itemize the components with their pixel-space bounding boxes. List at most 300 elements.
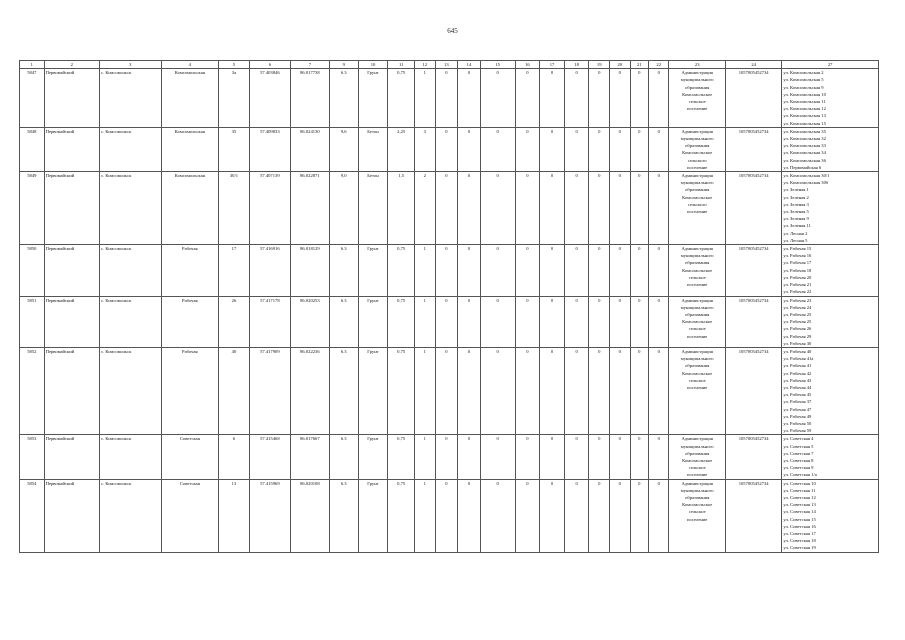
owner-line: поселение bbox=[687, 333, 708, 339]
count-cell-c13: 0 bbox=[435, 296, 458, 347]
count-cell-c14: 0 bbox=[458, 479, 481, 552]
count-cell-c17: 0 bbox=[540, 435, 565, 479]
count-cell-c14: 0 bbox=[458, 347, 481, 434]
latitude-cell: 57.409833 bbox=[249, 127, 290, 171]
column-header: 17 bbox=[540, 61, 565, 69]
area-cell: 6.3 bbox=[329, 69, 358, 128]
count-cell-c13: 0 bbox=[435, 69, 458, 128]
owner-line: образования bbox=[685, 450, 710, 456]
count-cell-c20: 0 bbox=[609, 127, 630, 171]
surface-cell: Бетон bbox=[358, 172, 388, 245]
served-address: ул. Рабочая 59 bbox=[783, 428, 812, 434]
served-addresses-cell bbox=[782, 435, 879, 479]
volume-cell: 0,75 bbox=[388, 347, 415, 434]
column-header: 1 bbox=[20, 61, 45, 69]
count-cell-c14: 0 bbox=[458, 245, 481, 296]
owner-cell bbox=[669, 347, 725, 434]
container-count-cell: 1 bbox=[415, 435, 436, 479]
owner-line: муниципального bbox=[680, 136, 714, 142]
served-address: ул. Рабочая 16 bbox=[783, 253, 812, 259]
served-address: ул. Комсомольская 9 bbox=[783, 84, 824, 90]
surface-cell: Грунт bbox=[358, 435, 388, 479]
volume-cell: 0,75 bbox=[388, 245, 415, 296]
owner-line: образования bbox=[685, 363, 710, 369]
served-addresses-cell bbox=[782, 479, 879, 552]
served-address: ул. Советская 4 bbox=[783, 436, 814, 442]
owner-line: сельское bbox=[688, 509, 706, 515]
count-cell-c13: 0 bbox=[435, 479, 458, 552]
count-cell-c22: 0 bbox=[648, 435, 669, 479]
house-number-cell: 40 bbox=[219, 347, 250, 434]
owner-line: сельское bbox=[688, 377, 706, 383]
count-cell-c18: 0 bbox=[564, 347, 589, 434]
count-cell-c14: 0 bbox=[458, 296, 481, 347]
owner-line: Комсомольское bbox=[682, 91, 713, 97]
count-cell-c20: 0 bbox=[609, 479, 630, 552]
area-cell: 9,0 bbox=[329, 172, 358, 245]
served-address: ул. Комсомольская 35 bbox=[783, 128, 826, 134]
count-cell-c16: 0 bbox=[515, 245, 540, 296]
settlement-cell: с. Комсомольск bbox=[100, 435, 162, 479]
served-address: ул. Советская 11 bbox=[783, 487, 816, 493]
count-cell-c20: 0 bbox=[609, 347, 630, 434]
count-cell-c21: 0 bbox=[630, 479, 648, 552]
column-header: 24 bbox=[725, 61, 781, 69]
served-address: ул. Рабочая 24 bbox=[783, 304, 812, 310]
count-cell-c15: 0 bbox=[480, 69, 515, 128]
count-cell-c16: 0 bbox=[515, 347, 540, 434]
latitude-cell: 57.416916 bbox=[249, 245, 290, 296]
served-address: ул. Советская 16 bbox=[783, 523, 816, 529]
served-address: ул. Комсомольская 5 bbox=[783, 77, 824, 83]
served-address: ул. Рабочая 45 bbox=[783, 392, 812, 398]
count-cell-c17: 0 bbox=[540, 127, 565, 171]
owner-cell bbox=[669, 69, 725, 128]
count-cell-c18: 0 bbox=[564, 245, 589, 296]
column-header: 13 bbox=[435, 61, 458, 69]
owner-line: Комсомольское bbox=[682, 150, 713, 156]
volume-cell: 2,25 bbox=[388, 127, 415, 171]
column-header: 7 bbox=[290, 61, 329, 69]
volume-cell: 1,5 bbox=[388, 172, 415, 245]
served-address: ул. Зеленая 11 bbox=[783, 223, 811, 229]
count-cell-c13: 0 bbox=[435, 172, 458, 245]
served-address: ул. Комсомольская 13 bbox=[783, 113, 826, 119]
served-address: ул. Лесная 5 bbox=[783, 237, 808, 243]
house-number-cell: 13 bbox=[219, 479, 250, 552]
count-cell-c13: 0 bbox=[435, 347, 458, 434]
longitude-cell: 86.018129 bbox=[290, 245, 329, 296]
column-header: 27 bbox=[782, 61, 879, 69]
district-cell: Первомайский bbox=[44, 69, 99, 128]
house-number-cell: 30/1 bbox=[219, 172, 250, 245]
served-address: ул. Комсомольская 36 bbox=[783, 157, 826, 163]
owner-line: сельское bbox=[688, 99, 706, 105]
owner-line: Администрация bbox=[681, 348, 713, 354]
served-address: ул. Рабочая 20 bbox=[783, 274, 812, 280]
container-count-cell: 3 bbox=[415, 127, 436, 171]
owner-line: Администрация bbox=[681, 128, 713, 134]
served-address: ул. Рабочая 25 bbox=[783, 319, 812, 325]
longitude-cell: 86.017667 bbox=[290, 435, 329, 479]
table-row bbox=[20, 479, 879, 552]
served-address: ул. Комсомольская 2 bbox=[783, 70, 824, 76]
served-address: ул. Рабочая 49 bbox=[783, 413, 812, 419]
column-header: 20 bbox=[609, 61, 630, 69]
district-cell: Первомайский bbox=[44, 245, 99, 296]
surface-cell: Грунт bbox=[358, 347, 388, 434]
owner-line: образования bbox=[685, 84, 710, 90]
served-address: ул. Рабочая 29 bbox=[783, 333, 812, 339]
served-address: ул. Рабочая 22 bbox=[783, 289, 812, 295]
served-address: ул. Комсомольская 12 bbox=[783, 106, 826, 112]
surface-cell: Грунт bbox=[358, 69, 388, 128]
record-number-cell: 5852 bbox=[20, 347, 45, 434]
owner-line: Комсомольское bbox=[682, 194, 713, 200]
served-address: ул. Зеленая 3 bbox=[783, 201, 809, 207]
served-address: ул. Рабочая 21 bbox=[783, 282, 812, 288]
owner-line: поселение bbox=[687, 282, 708, 288]
owner-line: поселение bbox=[687, 472, 708, 478]
latitude-cell: 57.403846 bbox=[249, 69, 290, 128]
count-cell-c13: 0 bbox=[435, 127, 458, 171]
served-address: ул. Первомайская 6 bbox=[783, 164, 822, 170]
volume-cell: 0,75 bbox=[388, 296, 415, 347]
served-address: ул. Рабочая 25 bbox=[783, 311, 812, 317]
served-address: ул. Рабочая 40 bbox=[783, 348, 812, 354]
house-number-cell: 26 bbox=[219, 296, 250, 347]
served-address: ул. Комсомольская 33 bbox=[783, 143, 826, 149]
served-addresses-cell bbox=[782, 347, 879, 434]
area-cell: 9,6 bbox=[329, 127, 358, 171]
served-addresses-cell bbox=[782, 69, 879, 128]
district-cell: Первомайский bbox=[44, 347, 99, 434]
count-cell-c21: 0 bbox=[630, 245, 648, 296]
column-header: 3 bbox=[100, 61, 162, 69]
count-cell-c13: 0 bbox=[435, 245, 458, 296]
owner-line: Комсомольское bbox=[682, 267, 713, 273]
owner-line: Комсомольское bbox=[682, 319, 713, 325]
count-cell-c17: 0 bbox=[540, 296, 565, 347]
house-number-cell: 17 bbox=[219, 245, 250, 296]
longitude-cell: 86.022236 bbox=[290, 347, 329, 434]
served-address: ул. Рабочая 18 bbox=[783, 267, 812, 273]
container-count-cell: 1 bbox=[415, 479, 436, 552]
count-cell-c19: 0 bbox=[589, 347, 610, 434]
district-cell: Первомайский bbox=[44, 296, 99, 347]
street-cell: Советская bbox=[161, 479, 218, 552]
ogrn-cell: 1057005452734 bbox=[725, 127, 781, 171]
count-cell-c14: 0 bbox=[458, 435, 481, 479]
owner-cell bbox=[669, 296, 725, 347]
owner-line: сельского bbox=[687, 201, 707, 207]
count-cell-c15: 0 bbox=[480, 296, 515, 347]
column-header: 6 bbox=[249, 61, 290, 69]
count-cell-c21: 0 bbox=[630, 347, 648, 434]
record-number-cell: 5850 bbox=[20, 245, 45, 296]
count-cell-c20: 0 bbox=[609, 435, 630, 479]
ogrn-cell: 1057005452734 bbox=[725, 245, 781, 296]
count-cell-c17: 0 bbox=[540, 245, 565, 296]
served-addresses-cell bbox=[782, 245, 879, 296]
owner-line: Администрация bbox=[681, 480, 713, 486]
registry-table bbox=[19, 60, 879, 553]
count-cell-c15: 0 bbox=[480, 127, 515, 171]
owner-line: Администрация bbox=[681, 70, 713, 76]
ogrn-cell: 1057005452734 bbox=[725, 296, 781, 347]
house-number-cell: 3а bbox=[219, 69, 250, 128]
settlement-cell: с. Комсомольск bbox=[100, 69, 162, 128]
area-cell: 6.3 bbox=[329, 245, 358, 296]
count-cell-c22: 0 bbox=[648, 69, 669, 128]
served-address: ул. Рабочая 30 bbox=[783, 340, 812, 346]
table-row bbox=[20, 245, 879, 296]
table-row bbox=[20, 69, 879, 128]
served-address: ул. Рабочая 41 bbox=[783, 363, 812, 369]
surface-cell: Грунт bbox=[358, 245, 388, 296]
count-cell-c22: 0 bbox=[648, 172, 669, 245]
owner-line: муниципального bbox=[680, 304, 714, 310]
street-cell: Комсомольская bbox=[161, 69, 218, 128]
owner-line: сельского bbox=[687, 157, 707, 163]
served-addresses-cell bbox=[782, 172, 879, 245]
owner-line: муниципального bbox=[680, 487, 714, 493]
count-cell-c21: 0 bbox=[630, 127, 648, 171]
served-address: ул. Советская 5 bbox=[783, 443, 814, 449]
served-address: ул. Советская 18 bbox=[783, 538, 816, 544]
served-address: ул. Рабочая 43 bbox=[783, 377, 812, 383]
longitude-cell: 86.017738 bbox=[290, 69, 329, 128]
owner-cell bbox=[669, 479, 725, 552]
longitude-cell: 86.024130 bbox=[290, 127, 329, 171]
column-header: 18 bbox=[564, 61, 589, 69]
surface-cell: Бетон bbox=[358, 127, 388, 171]
count-cell-c16: 0 bbox=[515, 435, 540, 479]
latitude-cell: 57.415969 bbox=[249, 479, 290, 552]
count-cell-c17: 0 bbox=[540, 172, 565, 245]
count-cell-c18: 0 bbox=[564, 172, 589, 245]
area-cell: 6.3 bbox=[329, 435, 358, 479]
count-cell-c21: 0 bbox=[630, 435, 648, 479]
settlement-cell: с. Комсомольск bbox=[100, 296, 162, 347]
ogrn-cell: 1057005452734 bbox=[725, 347, 781, 434]
count-cell-c22: 0 bbox=[648, 479, 669, 552]
count-cell-c19: 0 bbox=[589, 69, 610, 128]
latitude-cell: 57.417178 bbox=[249, 296, 290, 347]
column-header: 11 bbox=[388, 61, 415, 69]
served-address: ул. Комсомольская 11 bbox=[783, 99, 826, 105]
container-count-cell: 1 bbox=[415, 245, 436, 296]
served-address: ул. Комсомольская 32 bbox=[783, 136, 826, 142]
count-cell-c14: 0 bbox=[458, 69, 481, 128]
house-number-cell: 6 bbox=[219, 435, 250, 479]
count-cell-c15: 0 bbox=[480, 347, 515, 434]
longitude-cell: 86.020108 bbox=[290, 479, 329, 552]
served-address: ул. Советская 13 bbox=[783, 502, 816, 508]
column-header: 10 bbox=[358, 61, 388, 69]
page-number: 645 bbox=[447, 27, 458, 35]
table-row bbox=[20, 435, 879, 479]
count-cell-c21: 0 bbox=[630, 172, 648, 245]
count-cell-c20: 0 bbox=[609, 245, 630, 296]
record-number-cell: 5848 bbox=[20, 127, 45, 171]
container-count-cell: 1 bbox=[415, 296, 436, 347]
served-address: ул. Зеленая 2 bbox=[783, 194, 809, 200]
served-address: ул. Рабочая 50 bbox=[783, 420, 812, 426]
owner-line: Администрация bbox=[681, 436, 713, 442]
column-header: 19 bbox=[589, 61, 610, 69]
district-cell: Первомайский bbox=[44, 479, 99, 552]
owner-line: муниципального bbox=[680, 443, 714, 449]
count-cell-c15: 0 bbox=[480, 435, 515, 479]
owner-cell bbox=[669, 245, 725, 296]
count-cell-c19: 0 bbox=[589, 479, 610, 552]
district-cell: Первомайский bbox=[44, 127, 99, 171]
column-header: 12 bbox=[415, 61, 436, 69]
longitude-cell: 86.022871 bbox=[290, 172, 329, 245]
count-cell-c22: 0 bbox=[648, 296, 669, 347]
count-cell-c18: 0 bbox=[564, 296, 589, 347]
owner-line: поселение bbox=[687, 516, 708, 522]
served-address: ул. Комсомольская 30б bbox=[783, 180, 829, 186]
served-address: ул. Рабочая 15 bbox=[783, 246, 812, 252]
area-cell: 6.3 bbox=[329, 479, 358, 552]
owner-cell bbox=[669, 172, 725, 245]
area-cell: 6.3 bbox=[329, 347, 358, 434]
count-cell-c16: 0 bbox=[515, 296, 540, 347]
ogrn-cell: 1057005452734 bbox=[725, 69, 781, 128]
table-row bbox=[20, 347, 879, 434]
street-cell: Советская bbox=[161, 435, 218, 479]
served-address: ул. Советская 17 bbox=[783, 531, 816, 536]
count-cell-c21: 0 bbox=[630, 69, 648, 128]
served-address: ул. Советская 1/а bbox=[783, 472, 817, 478]
served-address: ул. Советская 10 bbox=[783, 480, 816, 486]
owner-line: образования bbox=[685, 494, 710, 500]
street-cell: Рабочая bbox=[161, 245, 218, 296]
owner-line: Комсомольское bbox=[682, 502, 713, 508]
count-cell-c20: 0 bbox=[609, 296, 630, 347]
served-address: ул. Комсомольская 30/1 bbox=[783, 173, 830, 179]
owner-cell bbox=[669, 127, 725, 171]
served-address: ул. Комсомольская 10 bbox=[783, 91, 826, 97]
settlement-cell: с. Комсомольск bbox=[100, 172, 162, 245]
owner-line: сельское bbox=[688, 465, 706, 471]
count-cell-c15: 0 bbox=[480, 245, 515, 296]
longitude-cell: 86.020253 bbox=[290, 296, 329, 347]
count-cell-c14: 0 bbox=[458, 172, 481, 245]
served-address: ул. Советская 8 bbox=[783, 457, 814, 463]
count-cell-c22: 0 bbox=[648, 245, 669, 296]
count-cell-c15: 0 bbox=[480, 479, 515, 552]
owner-line: поселение bbox=[687, 164, 708, 170]
latitude-cell: 57.417909 bbox=[249, 347, 290, 434]
column-header: 21 bbox=[630, 61, 648, 69]
count-cell-c19: 0 bbox=[589, 127, 610, 171]
count-cell-c21: 0 bbox=[630, 296, 648, 347]
street-cell: Рабочая bbox=[161, 296, 218, 347]
record-number-cell: 5853 bbox=[20, 435, 45, 479]
column-header: 14 bbox=[458, 61, 481, 69]
count-cell-c17: 0 bbox=[540, 479, 565, 552]
owner-line: муниципального bbox=[680, 180, 714, 186]
served-addresses-cell bbox=[782, 296, 879, 347]
count-cell-c22: 0 bbox=[648, 127, 669, 171]
count-cell-c19: 0 bbox=[589, 435, 610, 479]
owner-line: муниципального bbox=[680, 356, 714, 362]
served-address: ул. Зеленая 1 bbox=[783, 187, 809, 193]
served-address: ул. Советская 7 bbox=[783, 450, 814, 456]
area-cell: 6.3 bbox=[329, 296, 358, 347]
container-count-cell: 1 bbox=[415, 347, 436, 434]
street-cell: Рабочая bbox=[161, 347, 218, 434]
table-row bbox=[20, 172, 879, 245]
count-cell-c20: 0 bbox=[609, 69, 630, 128]
count-cell-c19: 0 bbox=[589, 296, 610, 347]
column-header: 16 bbox=[515, 61, 540, 69]
served-addresses-cell bbox=[782, 127, 879, 171]
district-cell: Первомайский bbox=[44, 435, 99, 479]
count-cell-c17: 0 bbox=[540, 347, 565, 434]
owner-line: Комсомольское bbox=[682, 370, 713, 376]
volume-cell: 0,75 bbox=[388, 479, 415, 552]
latitude-cell: 57.415468 bbox=[249, 435, 290, 479]
served-address: ул. Рабочая 44 bbox=[783, 384, 812, 390]
table-row bbox=[20, 296, 879, 347]
owner-line: Комсомольское bbox=[682, 457, 713, 463]
table-row bbox=[20, 127, 879, 171]
count-cell-c19: 0 bbox=[589, 172, 610, 245]
served-address: ул. Рабочая 17 bbox=[783, 260, 812, 266]
owner-line: образования bbox=[685, 143, 710, 149]
owner-line: Администрация bbox=[681, 246, 713, 252]
surface-cell: Грунт bbox=[358, 296, 388, 347]
latitude-cell: 57.407139 bbox=[249, 172, 290, 245]
served-address: ул. Советская 14 bbox=[783, 509, 816, 515]
owner-line: образования bbox=[685, 187, 710, 193]
surface-cell: Грунт bbox=[358, 479, 388, 552]
owner-line: поселение bbox=[687, 209, 708, 215]
ogrn-cell: 1057005452734 bbox=[725, 172, 781, 245]
owner-line: сельское bbox=[688, 274, 706, 280]
count-cell-c17: 0 bbox=[540, 69, 565, 128]
owner-line: Администрация bbox=[681, 173, 713, 179]
settlement-cell: с. Комсомольск bbox=[100, 245, 162, 296]
column-header: 2 bbox=[44, 61, 99, 69]
count-cell-c16: 0 bbox=[515, 127, 540, 171]
ogrn-cell: 1057005452734 bbox=[725, 435, 781, 479]
street-cell: Комсомольская bbox=[161, 172, 218, 245]
container-count-cell: 2 bbox=[415, 172, 436, 245]
settlement-cell: с. Комсомольск bbox=[100, 479, 162, 552]
served-address: ул. Рабочая 42 bbox=[783, 370, 812, 376]
served-address: ул. Лесная 2 bbox=[783, 230, 808, 236]
count-cell-c13: 0 bbox=[435, 435, 458, 479]
served-address: ул. Рабочая 23 bbox=[783, 297, 812, 303]
district-cell: Первомайский bbox=[44, 172, 99, 245]
served-address: ул. Рабочая 37 bbox=[783, 399, 812, 405]
count-cell-c22: 0 bbox=[648, 347, 669, 434]
column-header: 22 bbox=[648, 61, 669, 69]
owner-line: муниципального bbox=[680, 253, 714, 259]
count-cell-c16: 0 bbox=[515, 172, 540, 245]
served-address: ул. Комсомольская 34 bbox=[783, 150, 826, 156]
count-cell-c20: 0 bbox=[609, 172, 630, 245]
count-cell-c19: 0 bbox=[589, 245, 610, 296]
served-address: ул. Комсомольская 15 bbox=[783, 120, 826, 126]
count-cell-c18: 0 bbox=[564, 435, 589, 479]
served-address: ул. Рабочая 47 bbox=[783, 406, 812, 412]
